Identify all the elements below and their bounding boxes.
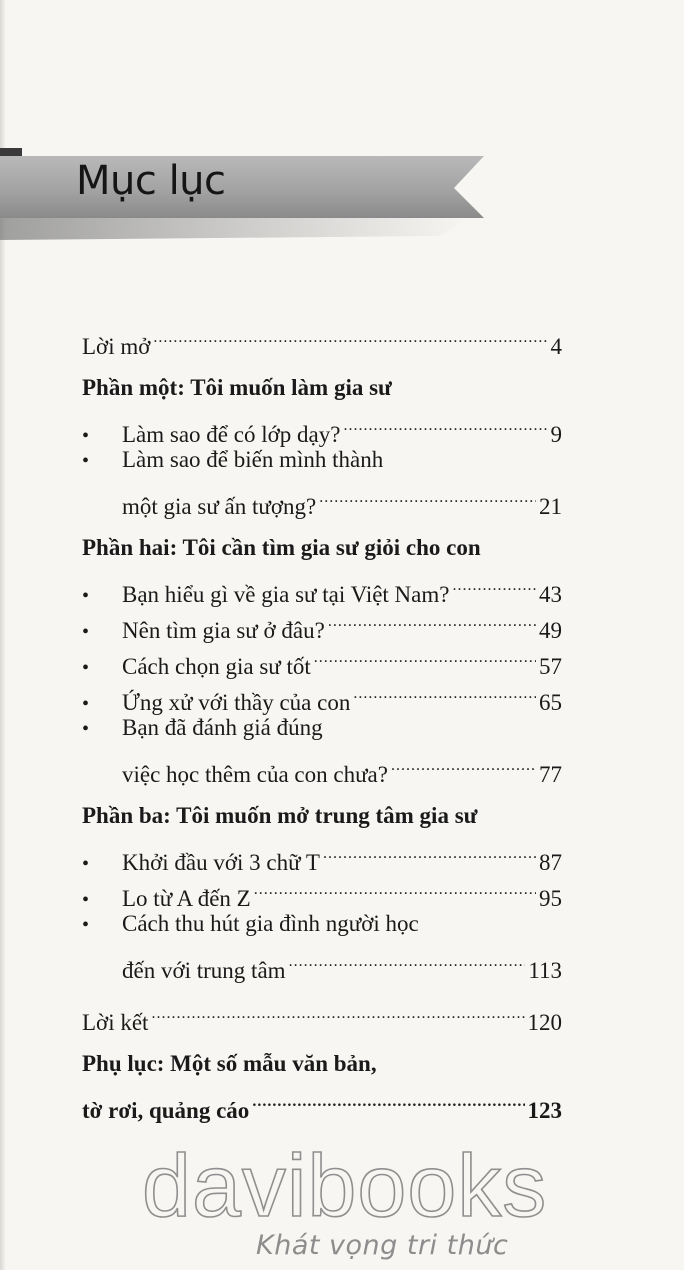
toc-entry-text: một gia sư ấn tượng? (122, 494, 317, 519)
toc-entry (82, 318, 562, 359)
toc-entry-text: việc học thêm của con chưa? (122, 762, 388, 787)
bullet-icon: • (82, 914, 90, 936)
dot-leader (314, 638, 536, 674)
bullet-icon: • (82, 585, 90, 607)
toc-entry-text: Lời kết (82, 1010, 149, 1035)
table-of-contents (82, 318, 562, 1123)
dot-leader (328, 602, 536, 638)
dot-leader (153, 318, 547, 354)
toc-entry-line (82, 442, 562, 478)
toc-entry-text: Khởi đầu với 3 chữ T (122, 850, 320, 875)
publisher-logo-text: davibooks (142, 1136, 548, 1235)
page-number: 87 (539, 850, 562, 875)
dot-leader (289, 942, 526, 978)
toc-entry-text: Cách thu hút gia đình người học (122, 911, 419, 936)
dot-leader (452, 566, 536, 602)
page-title: Mục lục (76, 158, 226, 204)
page-number: 123 (527, 1098, 562, 1123)
page-number: 21 (539, 494, 562, 519)
toc-entry-line (82, 710, 562, 746)
bullet-icon: • (82, 450, 90, 472)
toc-entry-text: Lời mở (82, 334, 151, 359)
page-number: 4 (550, 334, 562, 359)
dot-leader (391, 746, 536, 782)
page-number: 57 (539, 654, 562, 679)
bullet-icon: • (82, 718, 90, 740)
toc-entry-text: Làm sao để có lớp dạy? (122, 422, 341, 447)
toc-entry-line (82, 906, 562, 942)
page-number: 95 (539, 886, 562, 911)
section-heading: Phần hai: Tôi cần tìm gia sư giỏi cho con (82, 535, 481, 560)
title-ribbon (0, 148, 490, 244)
section-gap (82, 354, 562, 370)
toc-entry (82, 1082, 562, 1123)
page-number: 49 (539, 618, 562, 643)
dot-leader (319, 478, 536, 514)
bullet-icon: • (82, 693, 90, 715)
section-heading: Phần một: Tôi muốn làm gia sư (82, 375, 392, 400)
page-number: 43 (539, 582, 562, 607)
toc-entry (82, 478, 562, 519)
bullet-icon: • (82, 425, 90, 447)
toc-entry-text: Bạn đã đánh giá đúng (122, 715, 323, 740)
toc-entry-text: Cách chọn gia sư tốt (122, 654, 311, 679)
section-heading: Phần ba: Tôi muốn mở trung tâm gia sư (82, 803, 478, 828)
page-number: 65 (539, 690, 562, 715)
toc-entry (82, 406, 562, 447)
dot-leader (151, 994, 524, 1030)
toc-entry-text: tờ rơi, quảng cáo (82, 1098, 250, 1123)
toc-entry-text: Bạn hiểu gì về gia sư tại Việt Nam? (122, 582, 450, 607)
dot-leader (353, 674, 536, 710)
bullet-icon: • (82, 657, 90, 679)
section-gap (82, 1030, 562, 1046)
toc-entry (82, 994, 562, 1035)
dot-leader (323, 834, 536, 870)
page-number: 77 (539, 762, 562, 787)
page-number: 113 (528, 958, 562, 983)
dot-leader (254, 870, 536, 906)
page-number: 120 (527, 1010, 562, 1035)
publisher-tagline: Khát vọng tri thức (256, 1230, 509, 1261)
toc-entry-text: đến với trung tâm (122, 958, 286, 983)
bullet-icon: • (82, 621, 90, 643)
section-heading: Phụ lục: Một số mẫu văn bản, (82, 1051, 377, 1076)
toc-entry-text: Làm sao để biến mình thành (122, 447, 384, 472)
bullet-icon: • (82, 853, 90, 875)
page-number: 9 (550, 422, 562, 447)
toc-entry-text: Nên tìm gia sư ở đâu? (122, 618, 325, 643)
dot-leader (343, 406, 547, 442)
toc-entry (82, 746, 562, 787)
toc-entry (82, 942, 562, 983)
toc-entry (82, 834, 562, 875)
bullet-icon: • (82, 889, 90, 911)
toc-entry-text: Lo từ A đến Z (122, 886, 251, 911)
dot-leader (252, 1082, 524, 1118)
toc-entry-text: Ứng xử với thầy của con (122, 690, 351, 715)
toc-entry (82, 566, 562, 607)
